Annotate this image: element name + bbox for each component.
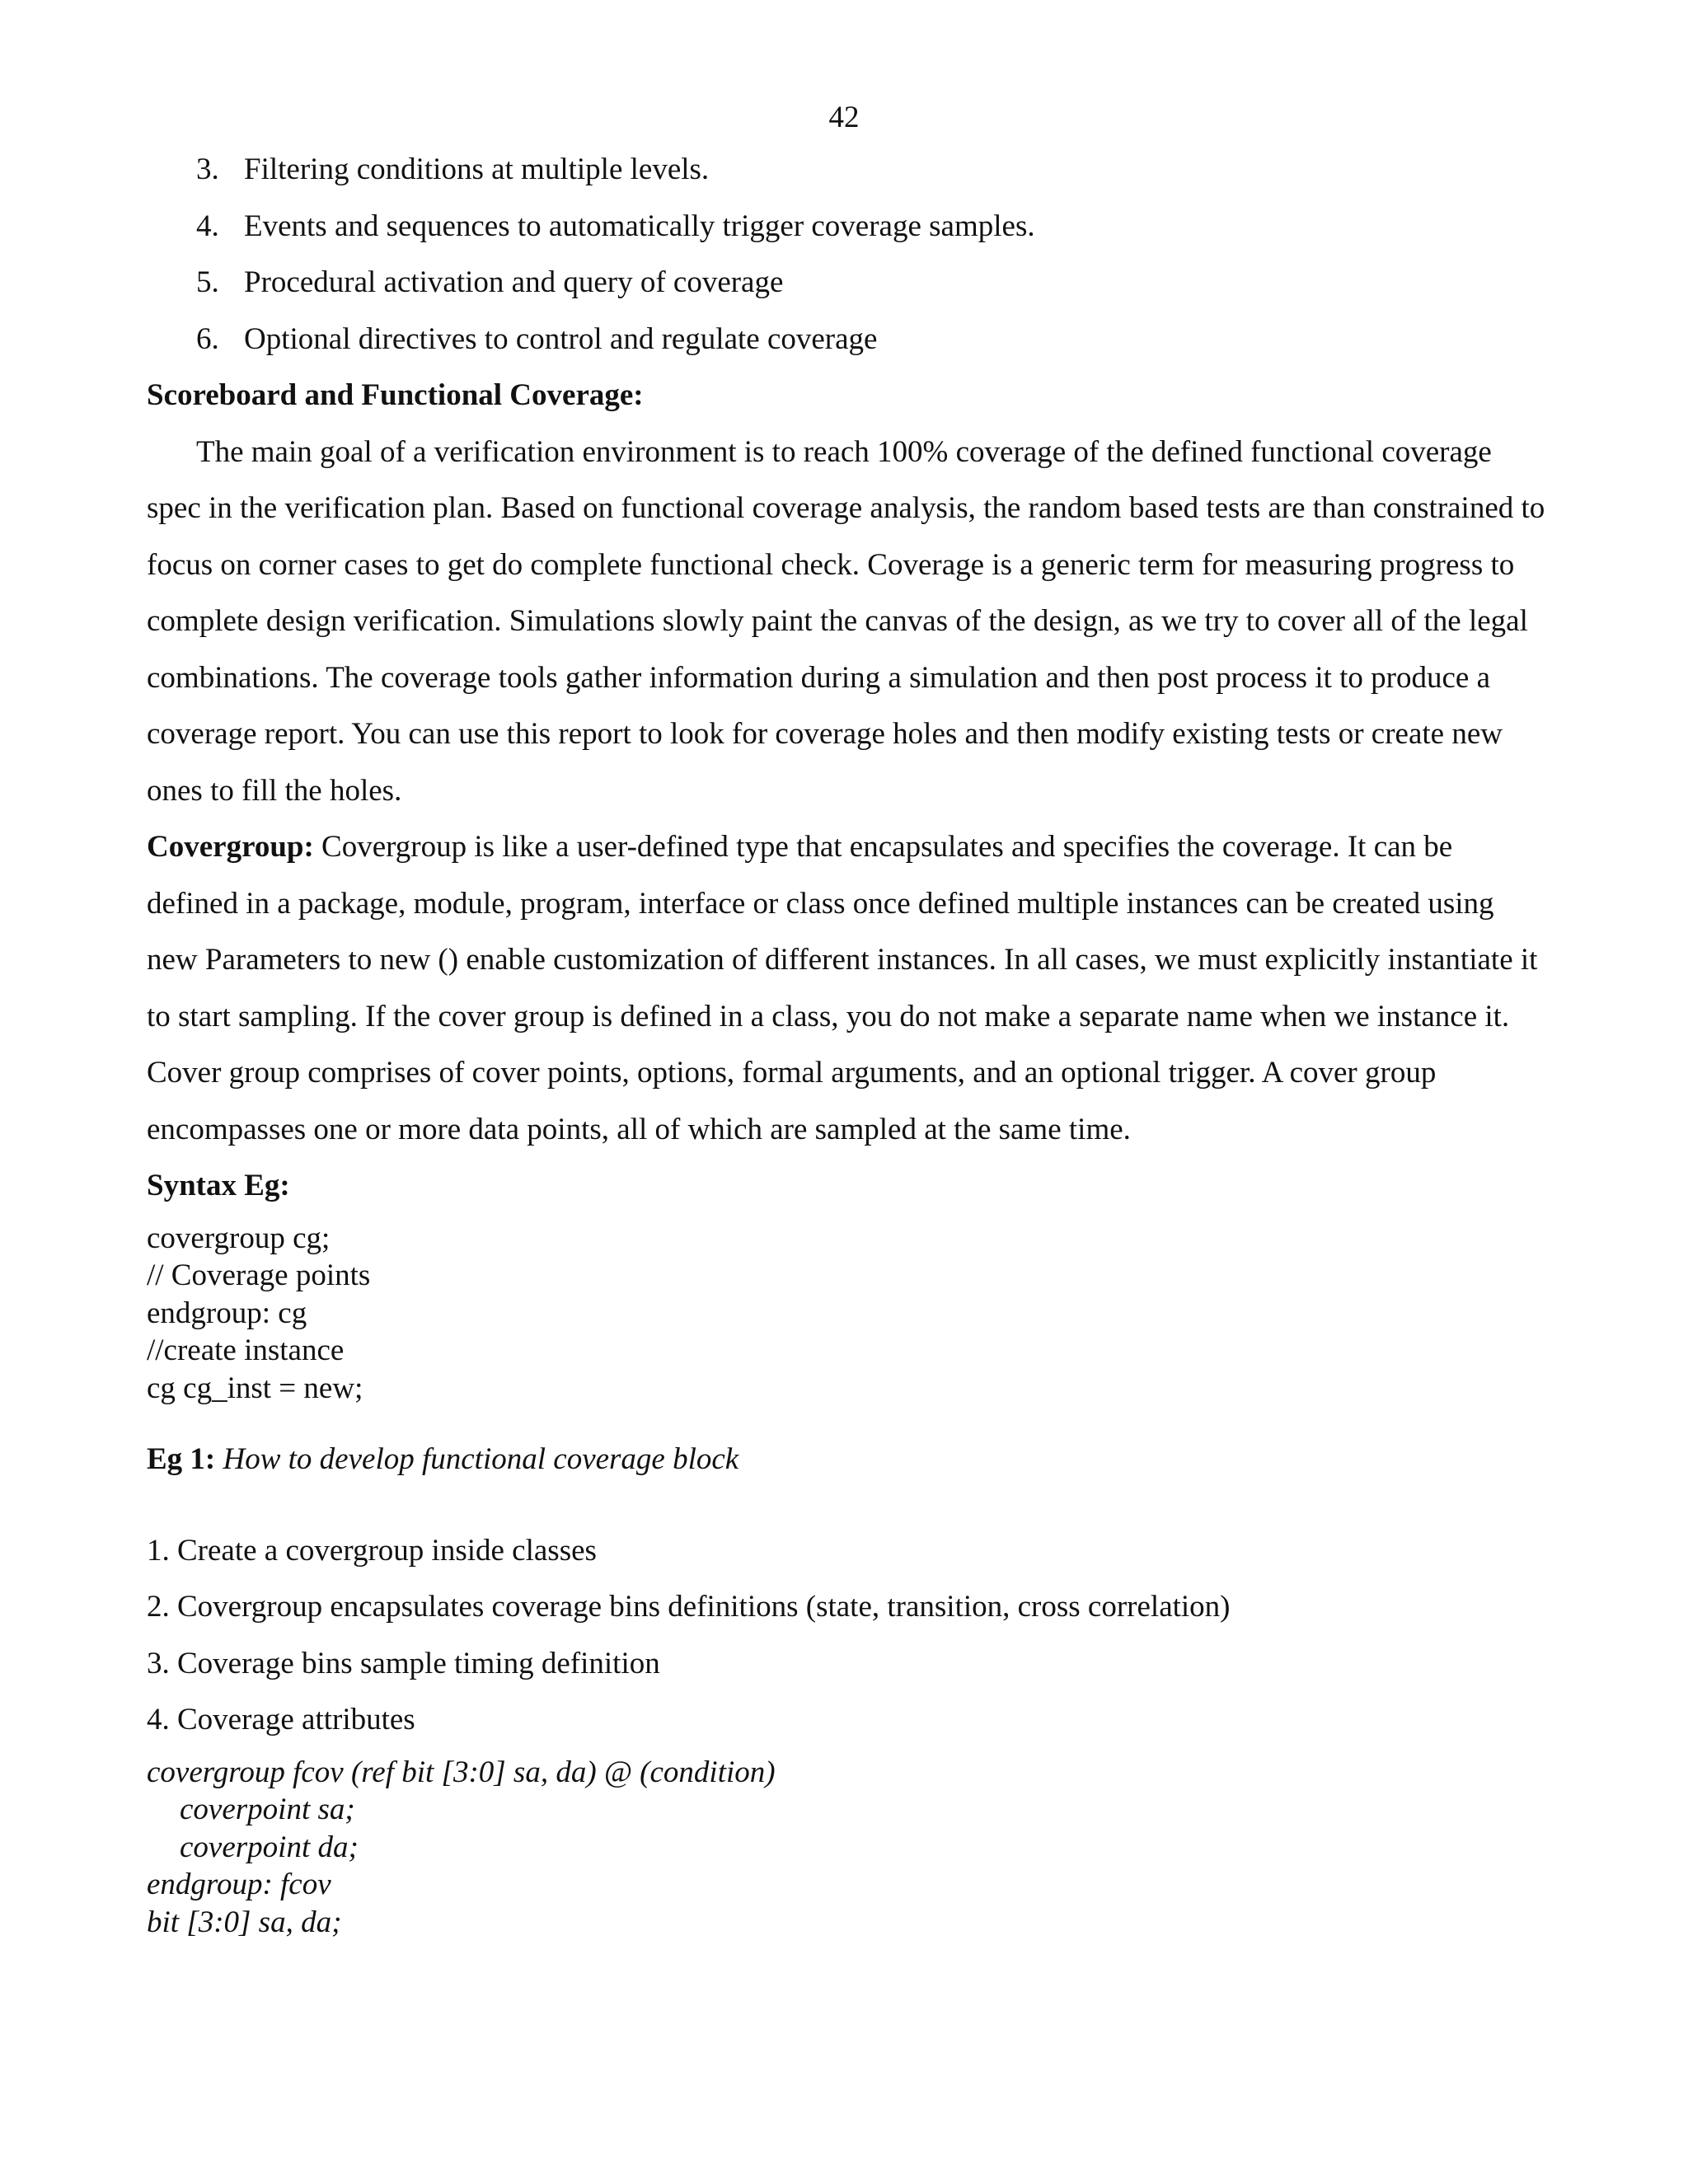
code-line: //create instance [147,1333,345,1367]
list-item-number: 6. [196,321,219,356]
list-item [196,142,1548,199]
code-line: covergroup fcov (ref bit [3:0] sa, da) @ (condition) [147,1755,776,1789]
list-item: 4. Coverage attributes [147,1703,415,1736]
list-item [196,255,1548,312]
list-item-text: Filtering conditions at multiple levels. [244,152,710,186]
list-item-number: 4. [196,209,219,243]
syntax-heading: Syntax Eg: [147,1169,290,1202]
feature-list [147,142,1548,368]
scoreboard-paragraph: The main goal of a verification environment is to reach 100% coverage of the defined functional coverage spec in the verification plan. Based on functional coverage analysis, the random based tests are than constrained to focus on corner cases to get do complete functional check. Coverage is a generic term for measuring progress to complete design verification. Simulations slowly paint the canvas of the design, as we try to cover all of the legal combinations. The coverage tools gather information during a simulation and then post process it to produce a coverage report. You can use this report to look for coverage holes and then modify existing tests or create new ones to fill the holes. [147,434,1545,808]
list-item: 2. Covergroup encapsulates coverage bins definitions (state, transition, cross correlation) [147,1590,1231,1624]
example-heading [147,1432,1548,1488]
steps-list [147,1523,1548,1749]
code-line: coverpoint da; [180,1830,359,1864]
page-content [147,142,1548,1941]
list-item-number: 3. [196,152,219,186]
covergroup-text: Covergroup is like a user-defined type that encapsulates and specifies the coverage. It can be defined in a package, module, program, interface or class once defined multiple instances can be created using new Parameters to new () enable customization of different instances. In all cases, we must explicitly instantiate it to start sampling. If the cover group is defined in a class, you do not make a separate name when we instance it. Cover group comprises of cover points, options, formal arguments, and an optional trigger. A cover group encompasses one or more data points, all of which are sampled at the same time. [147,830,1538,1146]
code-line: // Coverage points [147,1258,371,1292]
page-number: 42 [828,101,860,134]
example-description: How to develop functional coverage block [215,1442,739,1476]
list-item [196,199,1548,255]
covergroup-paragraph [147,819,1548,1158]
list-item [196,312,1548,368]
section-heading: Scoreboard and Functional Coverage: [147,378,644,412]
list-item-text: Events and sequences to automatically trigger coverage samples. [244,209,1035,243]
code-line: endgroup: fcov [147,1868,331,1901]
list-item-text: Procedural activation and query of coverage [244,265,784,299]
syntax-code-block [147,1220,1548,1408]
covergroup-label: Covergroup: [147,830,314,864]
list-item-text: Optional directives to control and regulate coverage [244,321,878,356]
code-line: endgroup: cg [147,1296,307,1330]
code-line: covergroup cg; [147,1221,331,1255]
code-line: cg cg_inst = new; [147,1371,363,1405]
list-item-number: 5. [196,265,219,299]
example-code-block [147,1754,1548,1942]
example-label: Eg 1: [147,1442,216,1476]
code-line: coverpoint sa; [180,1793,355,1826]
list-item: 3. Coverage bins sample timing definition [147,1646,660,1680]
list-item: 1. Create a covergroup inside classes [147,1533,597,1568]
code-line: bit [3:0] sa, da; [147,1905,342,1939]
